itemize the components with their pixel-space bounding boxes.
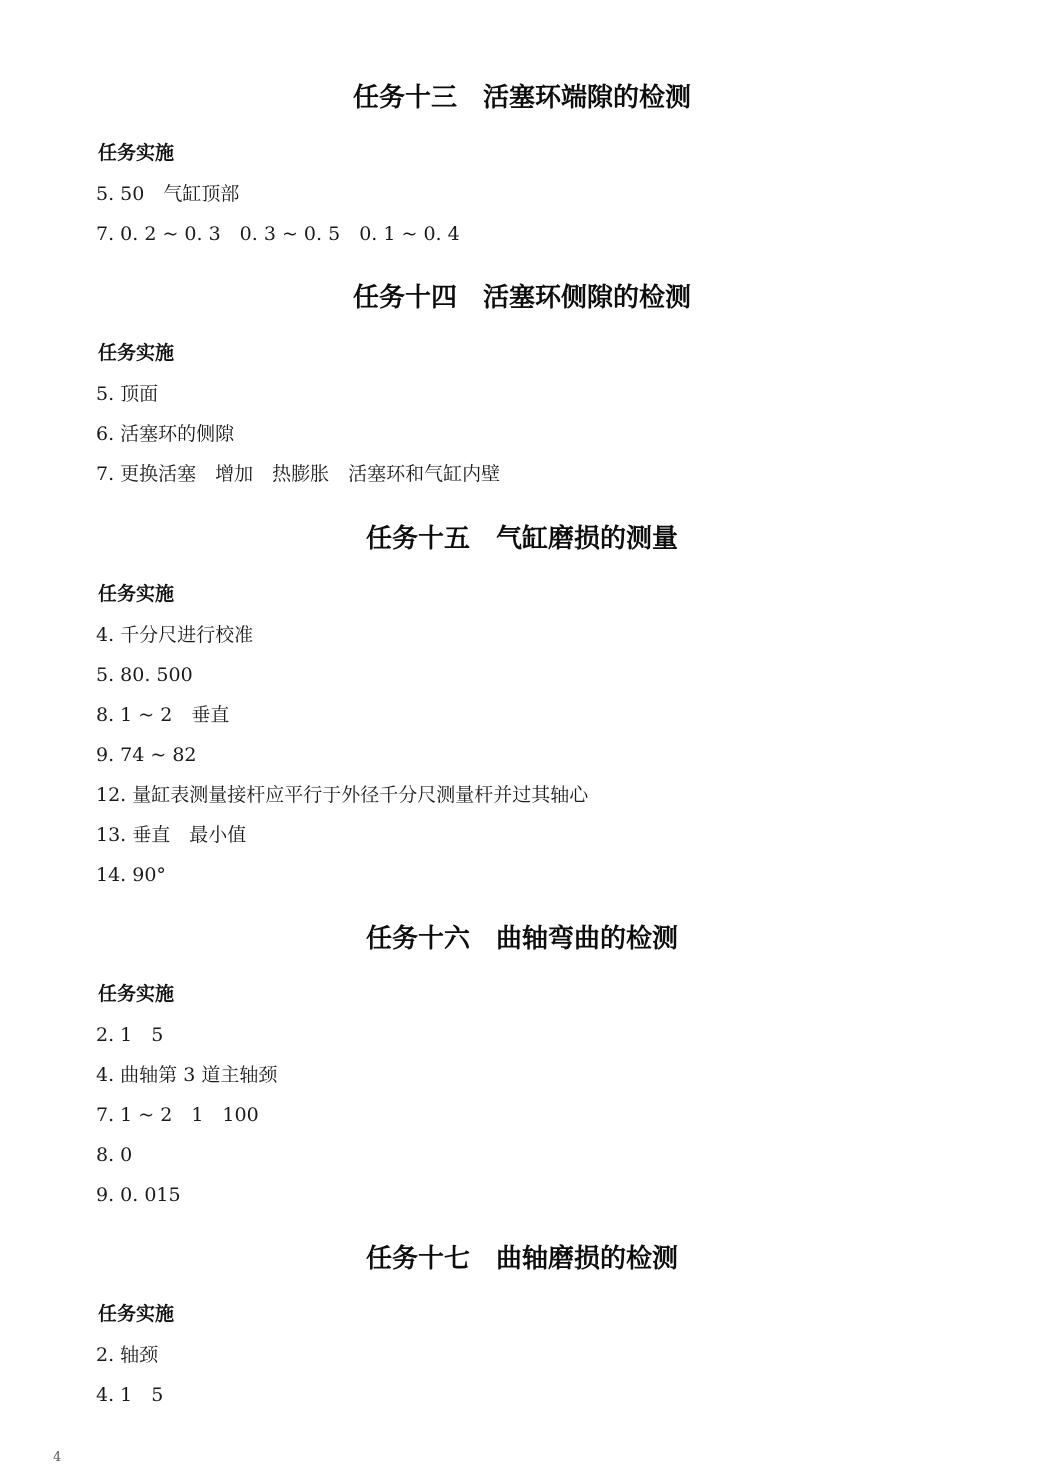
answer-item: 12. 量缸表测量接杆应平行于外径千分尺测量杆并过其轴心 xyxy=(96,784,589,806)
answer-item: 9. 74 ~ 82 xyxy=(96,744,197,766)
answer-item: 14. 90° xyxy=(96,864,166,886)
section-subtitle: 任务实施 xyxy=(98,583,175,605)
answer-item: 9. 0. 015 xyxy=(96,1184,181,1206)
section-task-14 xyxy=(96,283,956,486)
answer-list xyxy=(96,1023,956,1207)
page-number: 4 xyxy=(53,1450,62,1465)
section-subtitle: 任务实施 xyxy=(98,983,175,1005)
answer-item: 4. 千分尺进行校准 xyxy=(96,624,254,646)
answer-list xyxy=(96,182,956,246)
answer-list xyxy=(96,1343,956,1407)
section-title: 任务十五 气缸磨损的测量 xyxy=(365,524,678,554)
section-title: 任务十四 活塞环侧隙的检测 xyxy=(352,283,691,313)
section-task-15 xyxy=(96,524,956,887)
section-title: 任务十七 曲轴磨损的检测 xyxy=(365,1244,678,1274)
answer-item: 13. 垂直 最小值 xyxy=(96,824,247,846)
answer-item: 4. 1 5 xyxy=(96,1384,164,1406)
answer-item: 6. 活塞环的侧隙 xyxy=(96,423,235,445)
answer-item: 8. 1 ~ 2 垂直 xyxy=(96,704,230,726)
section-task-13 xyxy=(96,83,956,246)
answer-item: 5. 50 气缸顶部 xyxy=(96,183,240,205)
section-subtitle: 任务实施 xyxy=(98,342,175,364)
answer-item: 2. 轴颈 xyxy=(96,1344,159,1366)
answer-item: 7. 1 ~ 2 1 100 xyxy=(96,1104,259,1126)
section-subtitle: 任务实施 xyxy=(98,1303,175,1325)
answer-item: 5. 80. 500 xyxy=(96,664,193,686)
answer-item: 7. 0. 2 ~ 0. 3 0. 3 ~ 0. 5 0. 1 ~ 0. 4 xyxy=(96,223,460,245)
answer-item: 7. 更换活塞 增加 热膨胀 活塞环和气缸内壁 xyxy=(96,463,501,485)
section-task-17 xyxy=(96,1244,956,1407)
answer-item: 4. 曲轴第 3 道主轴颈 xyxy=(96,1064,278,1086)
answer-item: 5. 顶面 xyxy=(96,383,159,405)
section-title: 任务十六 曲轴弯曲的检测 xyxy=(365,924,678,954)
answer-item: 8. 0 xyxy=(96,1144,133,1166)
answer-item: 2. 1 5 xyxy=(96,1024,164,1046)
answer-list xyxy=(96,382,956,486)
section-title: 任务十三 活塞环端隙的检测 xyxy=(352,83,691,113)
section-subtitle: 任务实施 xyxy=(98,142,175,164)
section-task-16 xyxy=(96,924,956,1207)
answer-list xyxy=(96,623,956,887)
